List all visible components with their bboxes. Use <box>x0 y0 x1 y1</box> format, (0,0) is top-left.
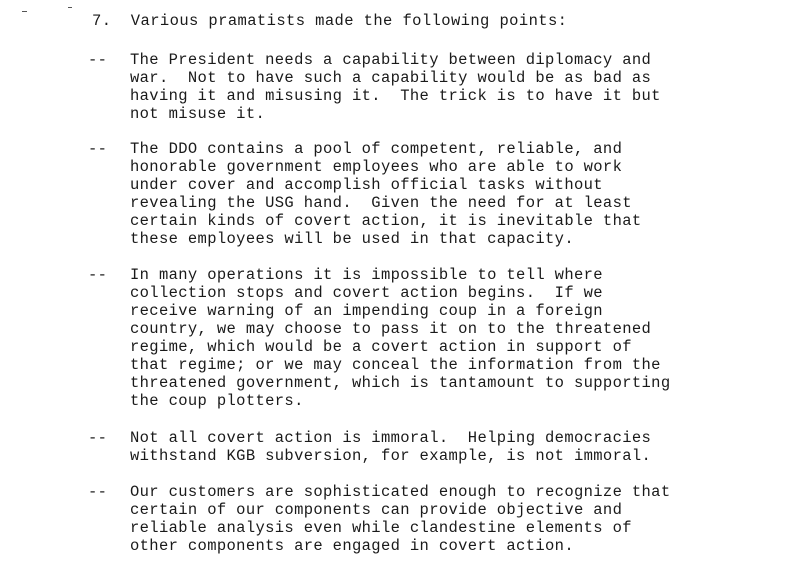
text-line: not misuse it. <box>130 105 266 123</box>
text-line: withstand KGB subversion, for example, is not immoral. <box>130 447 652 465</box>
text-line: that regime; or we may conceal the information from the <box>130 356 661 374</box>
text-line: The President needs a capability between diplomacy and <box>130 51 652 69</box>
text-line: under cover and accomplish official tasks without <box>130 176 603 194</box>
text-line: having it and misusing it. The trick is to have it but <box>130 87 661 105</box>
text-line: Not all covert action is immoral. Helping democracies <box>130 429 652 447</box>
bullet-dash: -- <box>88 429 108 447</box>
bullet-dash: -- <box>88 140 108 158</box>
text-line: war. Not to have such a capability would be as bad as <box>130 69 652 87</box>
text-line: these employees will be used in that capacity. <box>130 230 574 248</box>
text-line: country, we may choose to pass it on to the threatened <box>130 320 652 338</box>
text-line: honorable government employees who are able to work <box>130 158 623 176</box>
point-text <box>130 429 740 465</box>
point-text <box>130 266 740 410</box>
text-line: receive warning of an impending coup in a foreign <box>130 302 603 320</box>
bullet-dash: -- <box>88 51 108 69</box>
text-line: certain kinds of covert action, it is inevitable that <box>130 212 642 230</box>
scan-speck <box>68 7 72 8</box>
text-line: certain of our components can provide objective and <box>130 501 623 519</box>
text-line: regime, which would be a covert action in support of <box>130 338 632 356</box>
text-line: revealing the USG hand. Given the need for at least <box>130 194 632 212</box>
text-line: other components are engaged in covert action. <box>130 537 574 555</box>
section-heading: 7. Various pramatists made the following points: <box>92 12 568 30</box>
text-line: Our customers are sophisticated enough to recognize that <box>130 483 671 501</box>
text-line: The DDO contains a pool of competent, reliable, and <box>130 140 623 158</box>
text-line: reliable analysis even while clandestine elements of <box>130 519 632 537</box>
point-text <box>130 483 740 555</box>
text-line: collection stops and covert action begins. If we <box>130 284 603 302</box>
point-text <box>130 51 740 123</box>
text-line: the coup plotters. <box>130 392 304 410</box>
bullet-dash: -- <box>88 483 108 501</box>
text-line: In many operations it is impossible to tell where <box>130 266 603 284</box>
bullet-dash: -- <box>88 266 108 284</box>
text-line: threatened government, which is tantamount to supporting <box>130 374 671 392</box>
point-text <box>130 140 740 248</box>
scan-speck <box>22 11 27 12</box>
